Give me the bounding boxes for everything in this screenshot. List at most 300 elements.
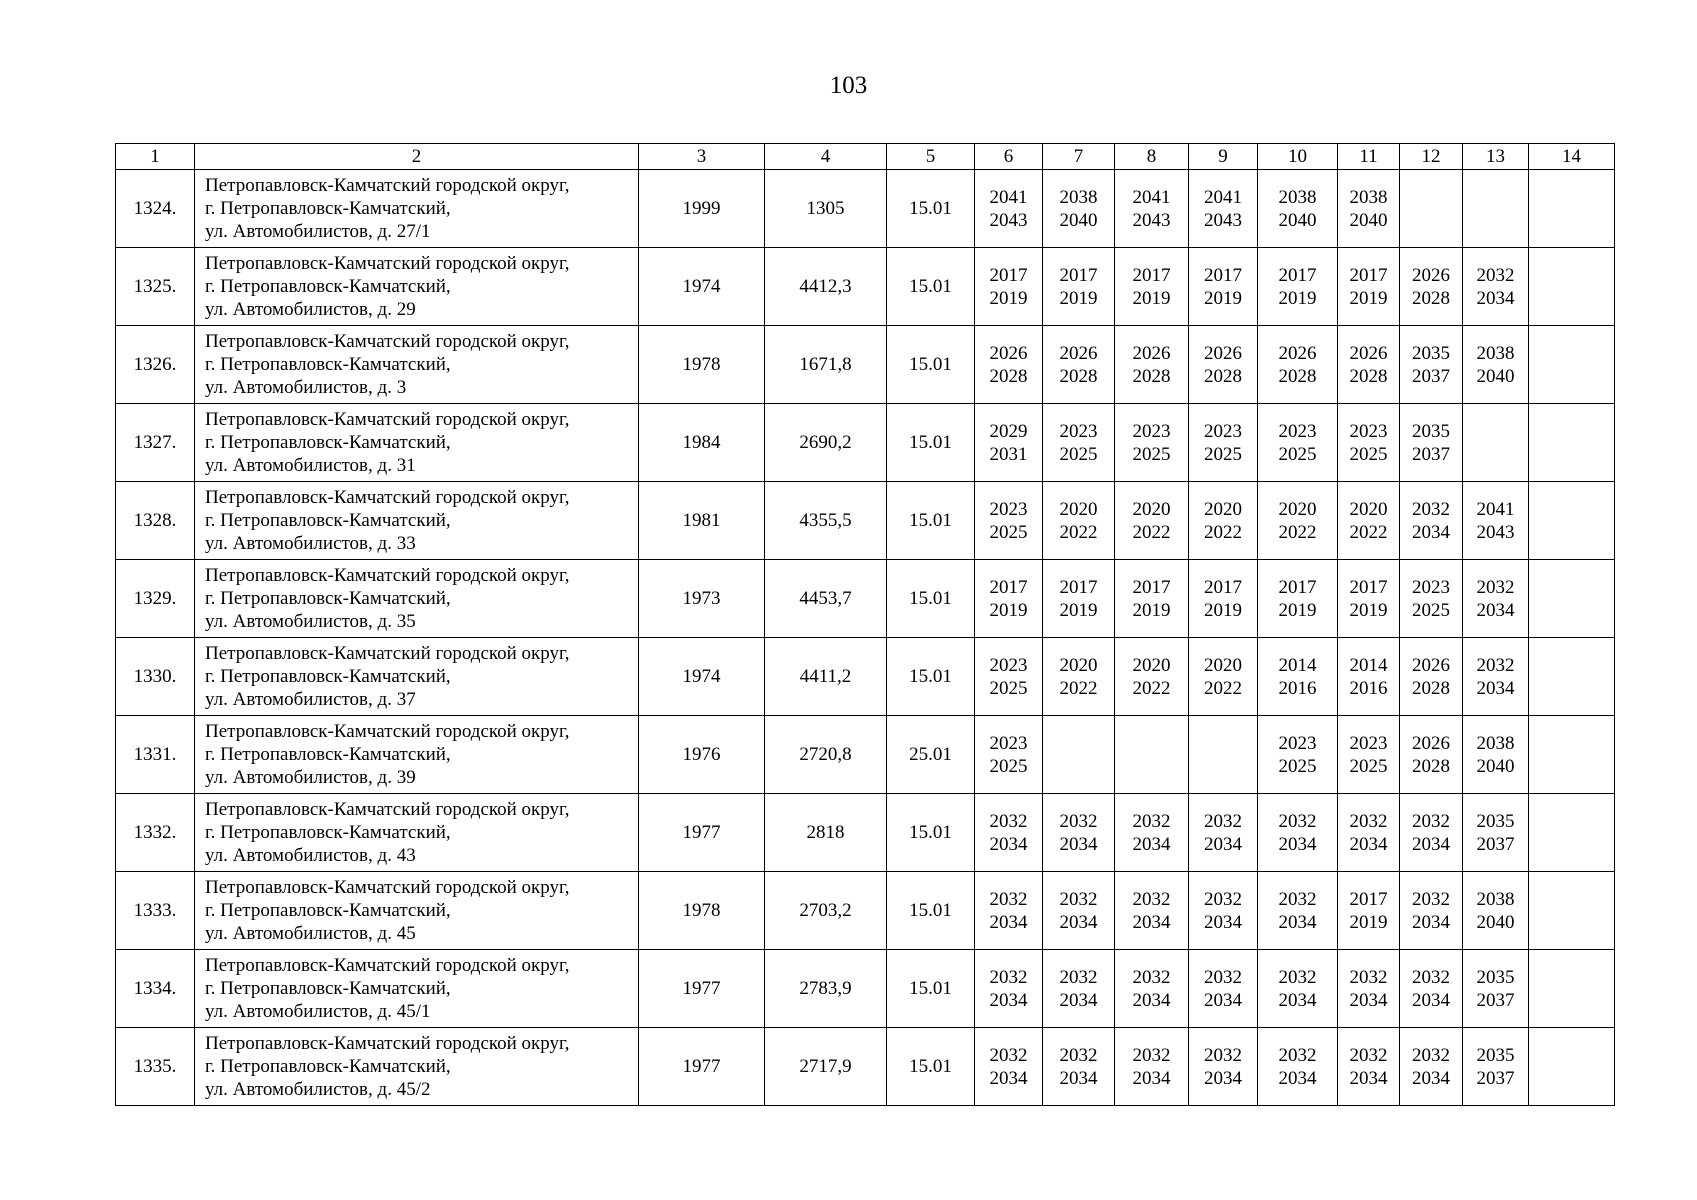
period-cell-6 — [975, 560, 1043, 638]
build-year: 1999 — [639, 170, 765, 248]
column-header-10: 10 — [1258, 144, 1338, 170]
address-line: ул. Автомобилистов, д. 27/1 — [205, 221, 431, 242]
row-number: 1324. — [116, 170, 195, 248]
period-end: 2019 — [989, 287, 1028, 309]
row-number: 1329. — [116, 560, 195, 638]
period-start: 2026 — [1132, 342, 1171, 364]
build-year: 1977 — [639, 794, 765, 872]
period-start: 2038 — [1349, 186, 1388, 208]
period-start: 2032 — [1412, 810, 1450, 832]
build-year: 1981 — [639, 482, 765, 560]
period-end: 2034 — [1412, 989, 1450, 1011]
period-cell-12 — [1400, 716, 1463, 794]
period-start: 2032 — [1412, 888, 1450, 910]
period-cell-11 — [1338, 326, 1400, 404]
period-end: 2022 — [1059, 677, 1098, 699]
period-end: 2040 — [1349, 209, 1388, 231]
period-start: 2014 — [1278, 654, 1317, 676]
period-start: 2032 — [989, 1044, 1028, 1066]
period-start: 2041 — [1204, 186, 1242, 208]
period-end: 2034 — [1412, 911, 1450, 933]
period-start: 2023 — [1349, 420, 1388, 442]
period-end: 2031 — [989, 443, 1028, 465]
address-line: ул. Автомобилистов, д. 29 — [205, 299, 416, 320]
period-cell-8 — [1115, 482, 1189, 560]
period-end: 2037 — [1476, 1067, 1515, 1089]
period-start: 2032 — [1278, 888, 1317, 910]
period-start: 2026 — [1412, 654, 1450, 676]
period-start: 2020 — [1204, 498, 1242, 520]
period-end: 2040 — [1476, 911, 1515, 933]
period-cell-14 — [1529, 560, 1615, 638]
address-line: Петропавловск-Камчатский городской округ, — [205, 565, 570, 586]
period-end: 2022 — [1132, 677, 1171, 699]
period-start: 2032 — [989, 810, 1028, 832]
period-end: 2019 — [1278, 599, 1317, 621]
period-start: 2038 — [1059, 186, 1098, 208]
period-start: 2020 — [1204, 654, 1242, 676]
period-cell-13 — [1463, 482, 1529, 560]
period-start: 2041 — [989, 186, 1028, 208]
period-end: 2034 — [1059, 833, 1098, 855]
period-cell-10 — [1258, 1028, 1338, 1106]
build-year: 1973 — [639, 560, 765, 638]
period-end: 2034 — [1412, 1067, 1450, 1089]
period-start: 2023 — [1278, 420, 1317, 442]
period-cell-10 — [1258, 170, 1338, 248]
row-number: 1332. — [116, 794, 195, 872]
table-row — [116, 950, 1615, 1028]
area: 4411,2 — [765, 638, 887, 716]
period-end: 2034 — [989, 1067, 1028, 1089]
period-end: 2019 — [1059, 599, 1098, 621]
period-cell-14 — [1529, 170, 1615, 248]
period-cell-9 — [1189, 1028, 1258, 1106]
table-row — [116, 482, 1615, 560]
period-end: 2040 — [1476, 755, 1515, 777]
period-start: 2023 — [989, 654, 1028, 676]
build-year: 1978 — [639, 872, 765, 950]
period-cell-13 — [1463, 560, 1529, 638]
period-cell-11 — [1338, 794, 1400, 872]
period-end: 2028 — [1412, 755, 1450, 777]
period-start: 2032 — [989, 888, 1028, 910]
period-start: 2038 — [1278, 186, 1317, 208]
period-end: 2025 — [1204, 443, 1242, 465]
period-cell-7 — [1043, 326, 1115, 404]
period-end: 2037 — [1476, 989, 1515, 1011]
period-cell-14 — [1529, 482, 1615, 560]
code: 25.01 — [887, 716, 975, 794]
period-cell-12 — [1400, 404, 1463, 482]
period-cell-8 — [1115, 560, 1189, 638]
address-line: ул. Автомобилистов, д. 33 — [205, 533, 416, 554]
period-cell-11 — [1338, 872, 1400, 950]
period-start: 2017 — [1059, 264, 1098, 286]
period-end: 2037 — [1476, 833, 1515, 855]
address-line: Петропавловск-Камчатский городской округ, — [205, 1033, 570, 1054]
period-end: 2028 — [1132, 365, 1171, 387]
table-header — [116, 144, 1615, 170]
address-line: Петропавловск-Камчатский городской округ, — [205, 877, 570, 898]
address-line: г. Петропавловск-Камчатский, — [205, 354, 451, 375]
period-start: 2038 — [1476, 342, 1515, 364]
period-cell-11 — [1338, 716, 1400, 794]
address-line: ул. Автомобилистов, д. 43 — [205, 845, 416, 866]
period-start: 2020 — [1059, 654, 1098, 676]
period-end: 2034 — [1132, 833, 1171, 855]
period-end: 2019 — [989, 599, 1028, 621]
column-header-2: 2 — [195, 144, 639, 170]
code: 15.01 — [887, 1028, 975, 1106]
area: 2690,2 — [765, 404, 887, 482]
period-end: 2034 — [1412, 833, 1450, 855]
period-end: 2034 — [1278, 911, 1317, 933]
period-cell-7 — [1043, 170, 1115, 248]
period-start: 2020 — [1278, 498, 1317, 520]
address-line: ул. Автомобилистов, д. 37 — [205, 689, 416, 710]
code: 15.01 — [887, 560, 975, 638]
period-cell-8 — [1115, 716, 1189, 794]
area: 4412,3 — [765, 248, 887, 326]
row-number: 1327. — [116, 404, 195, 482]
period-end: 2034 — [1278, 989, 1317, 1011]
period-cell-14 — [1529, 326, 1615, 404]
period-end: 2034 — [989, 833, 1028, 855]
period-start: 2017 — [1204, 576, 1242, 598]
period-start: 2032 — [1278, 810, 1317, 832]
period-cell-12 — [1400, 482, 1463, 560]
period-cell-12 — [1400, 248, 1463, 326]
period-end: 2025 — [989, 677, 1028, 699]
address-line: г. Петропавловск-Камчатский, — [205, 822, 451, 843]
address-line: г. Петропавловск-Камчатский, — [205, 276, 451, 297]
period-start: 2023 — [1349, 732, 1388, 754]
period-end: 2022 — [1204, 521, 1242, 543]
period-end: 2043 — [1132, 209, 1171, 231]
period-start: 2023 — [1412, 576, 1450, 598]
code: 15.01 — [887, 248, 975, 326]
period-cell-8 — [1115, 326, 1189, 404]
period-cell-9 — [1189, 248, 1258, 326]
period-start: 2017 — [1349, 888, 1388, 910]
address-line: ул. Автомобилистов, д. 3 — [205, 377, 407, 398]
period-end: 2034 — [1476, 599, 1515, 621]
address-line: Петропавловск-Камчатский городской округ, — [205, 487, 570, 508]
period-end: 2034 — [1132, 989, 1171, 1011]
period-cell-13 — [1463, 1028, 1529, 1106]
period-start: 2032 — [1059, 966, 1098, 988]
period-cell-14 — [1529, 794, 1615, 872]
area: 2720,8 — [765, 716, 887, 794]
period-end: 2034 — [1204, 1067, 1242, 1089]
period-end: 2022 — [1278, 521, 1317, 543]
period-end: 2043 — [1476, 521, 1515, 543]
period-start: 2032 — [1349, 1044, 1388, 1066]
period-start: 2023 — [989, 498, 1028, 520]
build-year: 1978 — [639, 326, 765, 404]
period-end: 2019 — [1204, 599, 1242, 621]
period-cell-12 — [1400, 170, 1463, 248]
period-cell-6 — [975, 404, 1043, 482]
code: 15.01 — [887, 872, 975, 950]
period-end: 2019 — [1349, 911, 1388, 933]
period-end: 2034 — [1059, 911, 1098, 933]
period-cell-10 — [1258, 560, 1338, 638]
row-number: 1326. — [116, 326, 195, 404]
period-start: 2035 — [1476, 1044, 1515, 1066]
period-cell-12 — [1400, 950, 1463, 1028]
period-start: 2026 — [1278, 342, 1317, 364]
code: 15.01 — [887, 404, 975, 482]
area: 2703,2 — [765, 872, 887, 950]
period-end: 2028 — [1278, 365, 1317, 387]
period-cell-9 — [1189, 404, 1258, 482]
period-cell-10 — [1258, 794, 1338, 872]
period-end: 2025 — [1059, 443, 1098, 465]
address-line: Петропавловск-Камчатский городской округ, — [205, 409, 570, 430]
area: 2783,9 — [765, 950, 887, 1028]
period-cell-6 — [975, 482, 1043, 560]
period-cell-13 — [1463, 950, 1529, 1028]
area: 1305 — [765, 170, 887, 248]
period-cell-9 — [1189, 638, 1258, 716]
row-number: 1333. — [116, 872, 195, 950]
period-end: 2019 — [1278, 287, 1317, 309]
period-cell-14 — [1529, 950, 1615, 1028]
address-cell — [195, 326, 639, 404]
period-end: 2025 — [1349, 443, 1388, 465]
period-start: 2023 — [1204, 420, 1242, 442]
column-header-1: 1 — [116, 144, 195, 170]
row-number: 1325. — [116, 248, 195, 326]
address-cell — [195, 248, 639, 326]
code: 15.01 — [887, 950, 975, 1028]
period-start: 2032 — [1476, 576, 1515, 598]
period-end: 2034 — [1204, 989, 1242, 1011]
period-start: 2041 — [1476, 498, 1515, 520]
period-end: 2025 — [1412, 599, 1450, 621]
address-line: г. Петропавловск-Камчатский, — [205, 588, 451, 609]
period-end: 2034 — [1349, 1067, 1388, 1089]
table-row — [116, 326, 1615, 404]
period-cell-6 — [975, 1028, 1043, 1106]
period-cell-6 — [975, 170, 1043, 248]
period-start: 2032 — [1476, 264, 1515, 286]
period-cell-12 — [1400, 326, 1463, 404]
period-start: 2038 — [1476, 888, 1515, 910]
period-cell-7 — [1043, 638, 1115, 716]
period-start: 2017 — [1349, 576, 1388, 598]
table-row — [116, 872, 1615, 950]
period-cell-12 — [1400, 560, 1463, 638]
build-year: 1974 — [639, 638, 765, 716]
period-end: 2034 — [989, 989, 1028, 1011]
period-cell-13 — [1463, 404, 1529, 482]
period-end: 2043 — [1204, 209, 1242, 231]
period-cell-12 — [1400, 638, 1463, 716]
period-cell-7 — [1043, 404, 1115, 482]
address-line: Петропавловск-Камчатский городской округ, — [205, 721, 570, 742]
address-line: г. Петропавловск-Камчатский, — [205, 432, 451, 453]
period-end: 2019 — [1059, 287, 1098, 309]
period-cell-10 — [1258, 872, 1338, 950]
period-start: 2026 — [989, 342, 1028, 364]
period-end: 2022 — [1204, 677, 1242, 699]
column-header-13: 13 — [1463, 144, 1529, 170]
period-cell-6 — [975, 950, 1043, 1028]
address-line: Петропавловск-Камчатский городской округ, — [205, 799, 570, 820]
period-end: 2034 — [1278, 833, 1317, 855]
period-start: 2032 — [1204, 966, 1242, 988]
table-row — [116, 170, 1615, 248]
period-end: 2022 — [1059, 521, 1098, 543]
period-cell-8 — [1115, 794, 1189, 872]
period-start: 2023 — [1132, 420, 1171, 442]
column-header-11: 11 — [1338, 144, 1400, 170]
period-end: 2034 — [1132, 911, 1171, 933]
period-cell-10 — [1258, 950, 1338, 1028]
period-cell-7 — [1043, 950, 1115, 1028]
period-end: 2034 — [1412, 521, 1450, 543]
period-start: 2020 — [1132, 498, 1171, 520]
period-end: 2034 — [1132, 1067, 1171, 1089]
build-year: 1977 — [639, 950, 765, 1028]
period-cell-11 — [1338, 170, 1400, 248]
period-start: 2032 — [1059, 1044, 1098, 1066]
column-header-6: 6 — [975, 144, 1043, 170]
address-line: ул. Автомобилистов, д. 35 — [205, 611, 416, 632]
period-cell-9 — [1189, 716, 1258, 794]
page-number: 103 — [829, 72, 868, 99]
period-end: 2019 — [1132, 287, 1171, 309]
row-number: 1328. — [116, 482, 195, 560]
period-end: 2034 — [1349, 833, 1388, 855]
period-cell-11 — [1338, 248, 1400, 326]
period-end: 2034 — [1204, 833, 1242, 855]
address-cell — [195, 482, 639, 560]
period-end: 2016 — [1278, 677, 1317, 699]
period-start: 2017 — [1132, 576, 1171, 598]
period-cell-11 — [1338, 404, 1400, 482]
address-line: Петропавловск-Камчатский городской округ, — [205, 331, 570, 352]
column-header-4: 4 — [765, 144, 887, 170]
period-start: 2035 — [1412, 342, 1450, 364]
period-start: 2026 — [1204, 342, 1242, 364]
row-number: 1330. — [116, 638, 195, 716]
period-start: 2032 — [989, 966, 1028, 988]
period-start: 2032 — [1132, 1044, 1171, 1066]
period-start: 2017 — [1059, 576, 1098, 598]
address-line: г. Петропавловск-Камчатский, — [205, 198, 451, 219]
build-year: 1976 — [639, 716, 765, 794]
period-cell-11 — [1338, 1028, 1400, 1106]
period-start: 2032 — [1204, 810, 1242, 832]
period-cell-6 — [975, 638, 1043, 716]
period-cell-9 — [1189, 482, 1258, 560]
build-year: 1977 — [639, 1028, 765, 1106]
column-header-3: 3 — [639, 144, 765, 170]
period-start: 2032 — [1204, 1044, 1242, 1066]
period-start: 2032 — [1278, 966, 1317, 988]
period-start: 2023 — [1278, 732, 1317, 754]
period-cell-6 — [975, 248, 1043, 326]
period-cell-8 — [1115, 638, 1189, 716]
period-cell-7 — [1043, 560, 1115, 638]
period-end: 2019 — [1132, 599, 1171, 621]
period-start: 2032 — [1132, 810, 1171, 832]
period-start: 2023 — [1059, 420, 1098, 442]
period-start: 2017 — [989, 576, 1028, 598]
period-cell-14 — [1529, 1028, 1615, 1106]
period-end: 2043 — [989, 209, 1028, 231]
period-end: 2025 — [989, 521, 1028, 543]
period-end: 2028 — [1412, 677, 1450, 699]
table-row — [116, 1028, 1615, 1106]
period-end: 2040 — [1278, 209, 1317, 231]
period-cell-9 — [1189, 950, 1258, 1028]
period-cell-7 — [1043, 248, 1115, 326]
period-start: 2017 — [989, 264, 1028, 286]
period-end: 2040 — [1476, 365, 1515, 387]
address-cell — [195, 794, 639, 872]
code: 15.01 — [887, 794, 975, 872]
period-cell-8 — [1115, 872, 1189, 950]
build-year: 1984 — [639, 404, 765, 482]
period-cell-14 — [1529, 872, 1615, 950]
period-start: 2023 — [989, 732, 1028, 754]
area: 2818 — [765, 794, 887, 872]
address-line: Петропавловск-Камчатский городской округ, — [205, 643, 570, 664]
table-row — [116, 404, 1615, 482]
address-cell — [195, 560, 639, 638]
period-end: 2034 — [989, 911, 1028, 933]
period-end: 2028 — [1412, 287, 1450, 309]
period-end: 2034 — [1278, 1067, 1317, 1089]
column-header-7: 7 — [1043, 144, 1115, 170]
period-end: 2022 — [1132, 521, 1171, 543]
build-year: 1974 — [639, 248, 765, 326]
period-end: 2034 — [1476, 677, 1515, 699]
period-cell-10 — [1258, 638, 1338, 716]
address-line: г. Петропавловск-Камчатский, — [205, 900, 451, 921]
period-cell-7 — [1043, 872, 1115, 950]
table-row — [116, 638, 1615, 716]
address-line: Петропавловск-Камчатский городской округ, — [205, 175, 570, 196]
period-end: 2028 — [1204, 365, 1242, 387]
period-end: 2016 — [1349, 677, 1388, 699]
period-cell-13 — [1463, 638, 1529, 716]
period-end: 2025 — [989, 755, 1028, 777]
period-cell-13 — [1463, 248, 1529, 326]
period-cell-6 — [975, 872, 1043, 950]
period-start: 2032 — [1059, 810, 1098, 832]
row-number: 1335. — [116, 1028, 195, 1106]
period-cell-8 — [1115, 950, 1189, 1028]
period-end: 2034 — [1204, 911, 1242, 933]
area: 1671,8 — [765, 326, 887, 404]
period-start: 2014 — [1349, 654, 1388, 676]
period-start: 2020 — [1059, 498, 1098, 520]
period-start: 2029 — [989, 420, 1028, 442]
schedule-table — [115, 143, 1615, 1106]
period-start: 2017 — [1204, 264, 1242, 286]
address-line: ул. Автомобилистов, д. 39 — [205, 767, 416, 788]
period-cell-11 — [1338, 482, 1400, 560]
period-start: 2032 — [1278, 1044, 1317, 1066]
code: 15.01 — [887, 482, 975, 560]
code: 15.01 — [887, 170, 975, 248]
